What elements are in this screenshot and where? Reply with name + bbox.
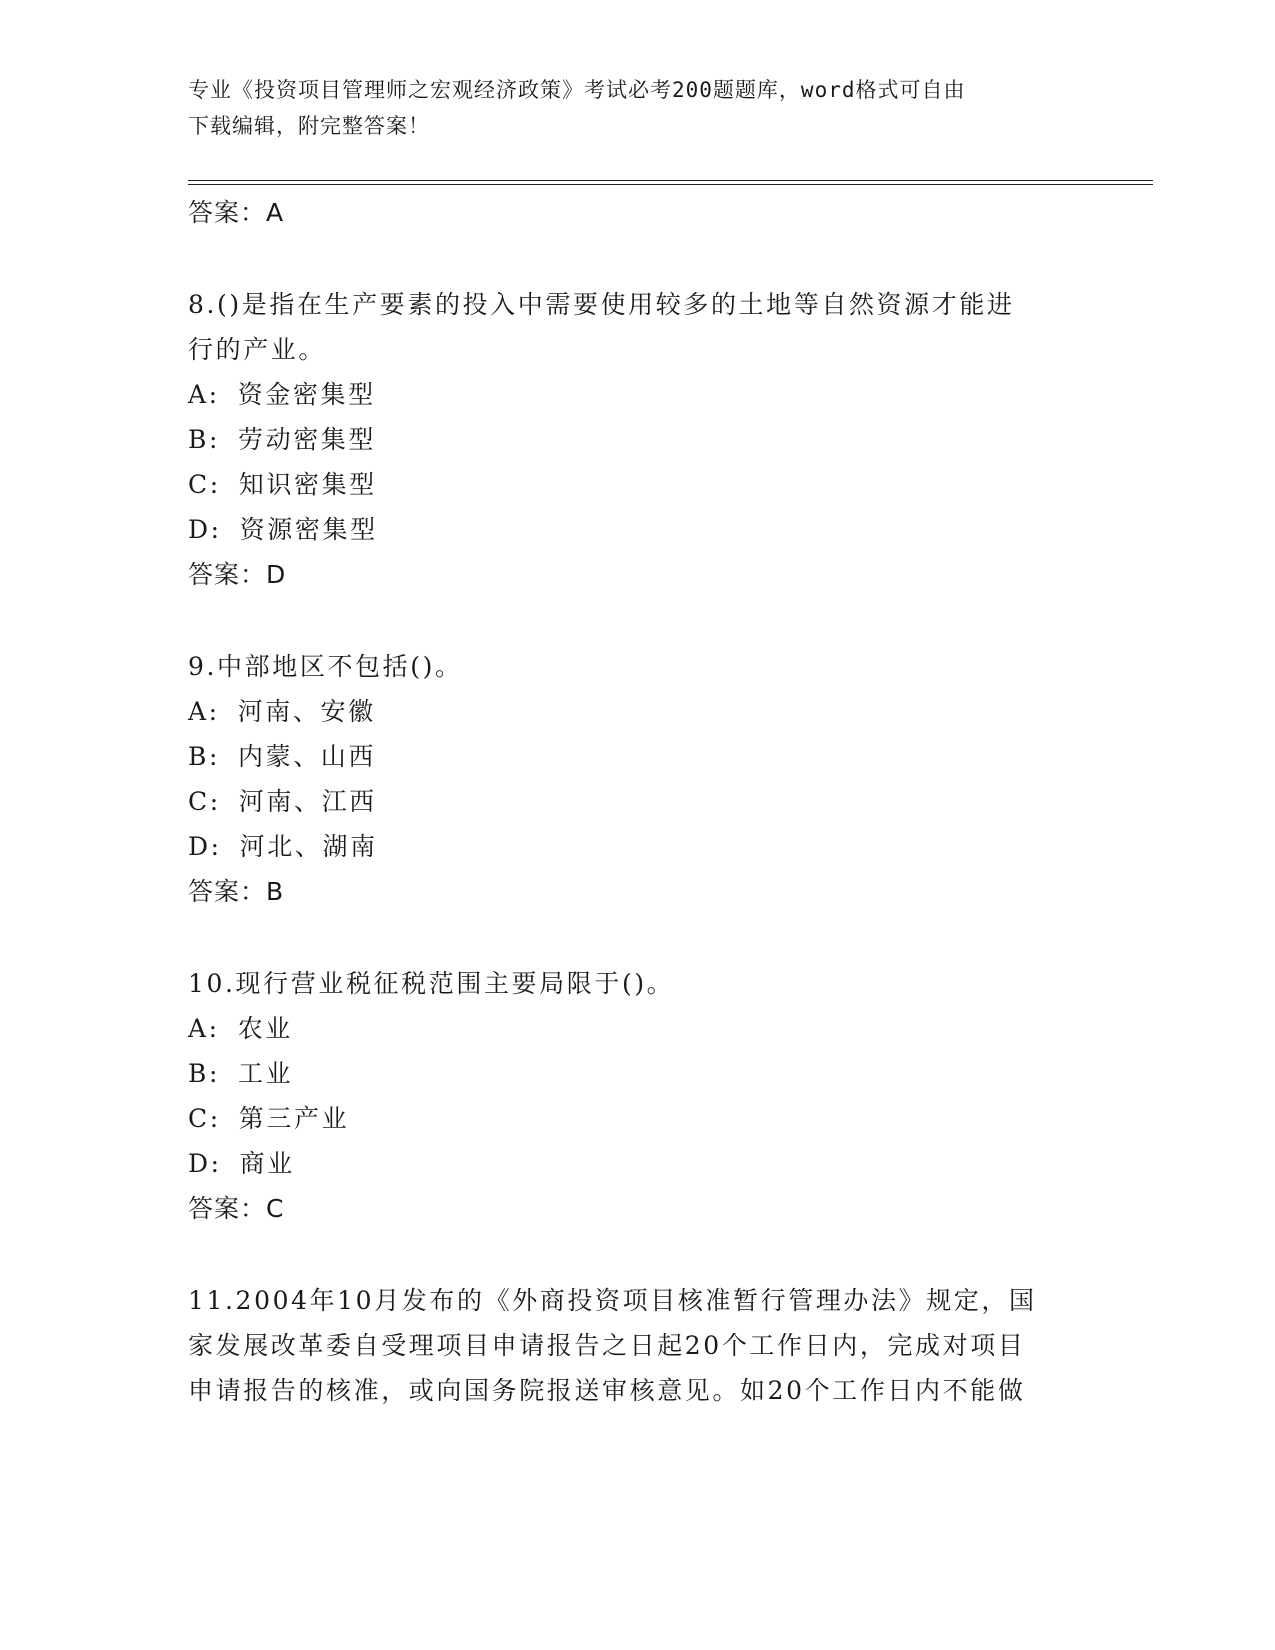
question-8: [188, 282, 1088, 644]
option-b: [188, 1051, 1088, 1096]
answer-line: 答案：A: [188, 198, 285, 227]
answer-line: 答案：B: [188, 877, 285, 906]
option-c: [188, 779, 1088, 824]
option-text: 商业: [239, 1149, 295, 1178]
option-b: [188, 734, 1088, 779]
question-text-line: 申请报告的核准，或向国务院报送审核意见。如20个工作日内不能做: [188, 1376, 1026, 1405]
option-letter: C:: [188, 470, 221, 499]
option-a: [188, 689, 1088, 734]
answer-line: 答案：C: [188, 1194, 285, 1223]
option-text: 资金密集型: [237, 380, 376, 409]
question-text-line: 9.中部地区不包括()。: [188, 652, 463, 681]
option-text: 工业: [238, 1059, 294, 1088]
option-text: 河北、湖南: [239, 832, 378, 861]
option-letter: D:: [188, 832, 222, 861]
spacer: [188, 598, 1088, 644]
option-text: 知识密集型: [238, 470, 377, 499]
option-letter: C:: [188, 787, 221, 816]
option-letter: D:: [188, 1149, 222, 1178]
question-9: [188, 644, 1088, 961]
option-text: 劳动密集型: [238, 425, 377, 454]
header-line-1: 专业《投资项目管理师之宏观经济政策》考试必考200题题库，word格式可自由: [188, 78, 966, 102]
question-text-line: 行的产业。: [188, 335, 327, 364]
question-10: [188, 961, 1088, 1278]
option-d: [188, 1141, 1088, 1186]
header-line-2: 下载编辑，附完整答案！: [188, 114, 430, 138]
question-text-line: 11.2004年10月发布的《外商投资项目核准暂行管理办法》规定，国: [188, 1286, 1037, 1315]
question-text-line: 10.现行营业税征税范围主要局限于()。: [188, 969, 675, 998]
option-b: [188, 417, 1088, 462]
spacer: [188, 915, 1088, 961]
option-letter: B:: [188, 742, 220, 771]
option-a: [188, 372, 1088, 417]
header-divider-bottom: [188, 184, 1153, 185]
option-text: 农业: [237, 1014, 293, 1043]
option-letter: B:: [188, 1059, 220, 1088]
option-letter: A:: [188, 380, 220, 409]
question-text-line: 家发展改革委自受理项目申请报告之日起20个工作日内，完成对项目: [188, 1331, 1026, 1360]
option-letter: D:: [188, 515, 222, 544]
question-text-line: 8.()是指在生产要素的投入中需要使用较多的土地等自然资源才能进: [188, 290, 1015, 319]
document-header: [188, 72, 1068, 144]
option-a: [188, 1006, 1088, 1051]
option-d: [188, 824, 1088, 869]
option-letter: C:: [188, 1104, 221, 1133]
option-text: 河南、江西: [238, 787, 377, 816]
option-d: [188, 507, 1088, 552]
header-divider-top: [188, 180, 1153, 181]
option-c: [188, 462, 1088, 507]
answer-line: 答案：D: [188, 560, 287, 589]
option-letter: A:: [188, 697, 220, 726]
option-text: 河南、安徽: [237, 697, 376, 726]
option-text: 内蒙、山西: [238, 742, 377, 771]
option-letter: A:: [188, 1014, 220, 1043]
question-11: [188, 1278, 1088, 1413]
option-letter: B:: [188, 425, 220, 454]
option-c: [188, 1096, 1088, 1141]
option-text: 第三产业: [238, 1104, 350, 1133]
option-text: 资源密集型: [239, 515, 378, 544]
spacer: [188, 1232, 1088, 1278]
spacer: [188, 236, 1088, 282]
question-list: [188, 190, 1088, 1413]
